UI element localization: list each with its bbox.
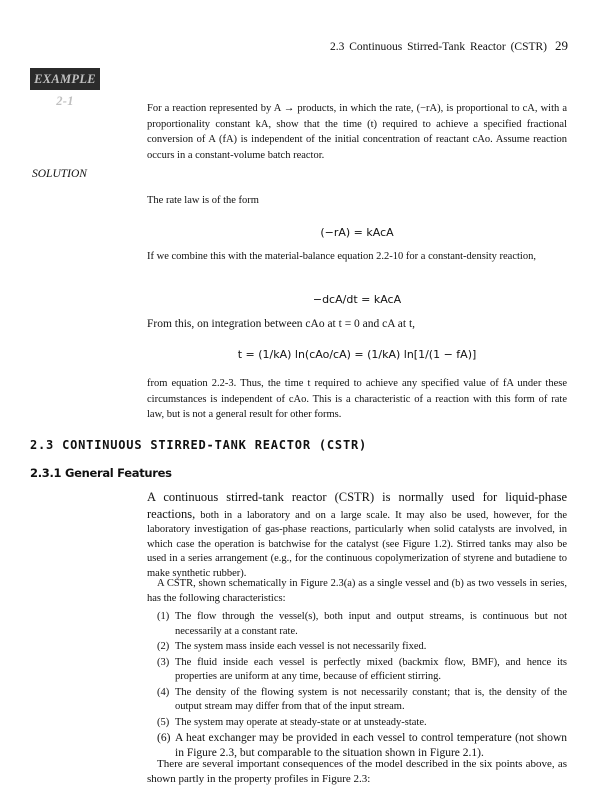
subsection-heading: 2.3.1 General Features bbox=[30, 466, 172, 480]
solution-label: SOLUTION bbox=[32, 168, 87, 180]
paragraph-cstr-intro-lead: A continuous stirred-tank reactor (CSTR) is normally used for liquid-phase reactions, bbox=[147, 490, 567, 521]
example-problem: For a reaction represented by A → products, in which the rate, (−rA), is proportional to cA, with a proportionality constant kA, show that the time (t) required to achieve a specified fractional conversion of A (fA) is independent of the initial concentration of reactant cAo. Assume reaction occurs in a constant-volume batch reactor. bbox=[147, 103, 567, 161]
paragraph-cstr-intro-rest: both in a laboratory and on a large scale. It may also be used, however, for the laboratory investigation of gas-phase reactions, particularly when solid catalysts are involved, in which case the operation is batchwise for the catalyst (see Figure 1.2). Stirred tanks may also be used in a series arrangement (e.g., for the continuous copolymerization of styrene and butadiene to make synthetic rubber). bbox=[147, 509, 567, 579]
example-label: EXAMPLE 2-1 bbox=[30, 68, 100, 90]
list-item: (2) The system mass inside each vessel is not necessarily fixed. bbox=[157, 641, 427, 652]
paragraph-characteristics-intro: A CSTR, shown schematically in Figure 2.3(a) as a single vessel and (b) as two vessels in series, has the following characteristics: bbox=[147, 578, 567, 604]
list-item: (1) The flow through the vessel(s), both input and output streams, is continuous but not necessarily at a constant rate. bbox=[157, 611, 567, 637]
equation-integrated: t = (1/kA) ln(cAo/cA) = (1/kA) ln[1/(1 − fA)] bbox=[237, 348, 477, 361]
section-heading: 2.3 CONTINUOUS STIRRED-TANK REACTOR (CSTR) bbox=[30, 438, 368, 452]
solution-integration-text: From this, on integration between cAo at t = 0 and cA at t, bbox=[147, 318, 416, 330]
list-item: (6) A heat exchanger may be provided in each vessel to control temperature (not shown in Figure 2.3, but comparable to the situation shown in Figure 2.1). bbox=[157, 732, 567, 759]
running-header bbox=[300, 38, 568, 54]
paragraph-consequences: There are several important consequences of the model described in the six points above, as shown partly in the property profiles in Figure 2.3: bbox=[147, 758, 567, 785]
equation-material-balance: −dcA/dt = kAcA bbox=[312, 293, 402, 306]
solution-material-balance-text: If we combine this with the material-balance equation 2.2-10 for a constant-density reaction, bbox=[147, 251, 536, 262]
page-number: 29 bbox=[555, 38, 568, 53]
characteristics-list bbox=[147, 610, 567, 761]
equation-rate-law: (−rA) = kAcA bbox=[320, 226, 394, 239]
list-item: (5) The system may operate at steady-state or at unsteady-state. bbox=[157, 716, 427, 728]
list-item: (3) The fluid inside each vessel is perfectly mixed (backmix flow, BMF), and hence its properties are uniform at any time, because of efficient stirring. bbox=[157, 656, 567, 682]
solution-conclusion: from equation 2.2-3. Thus, the time t required to achieve any specified value of fA under these circumstances is independent of cAo. This is a characteristic of a reaction with this form of rate law, but is not a general result for other forms. bbox=[147, 378, 567, 420]
running-header-title: 2.3 Continuous Stirred-Tank Reactor (CSTR) bbox=[329, 41, 547, 53]
solution-rate-law-intro: The rate law is of the form bbox=[147, 195, 259, 206]
list-item: (4) The density of the flowing system is not necessarily constant; that is, the density of the output stream may differ from that of the input stream. bbox=[157, 686, 567, 712]
paragraph-cstr-intro bbox=[147, 490, 567, 581]
